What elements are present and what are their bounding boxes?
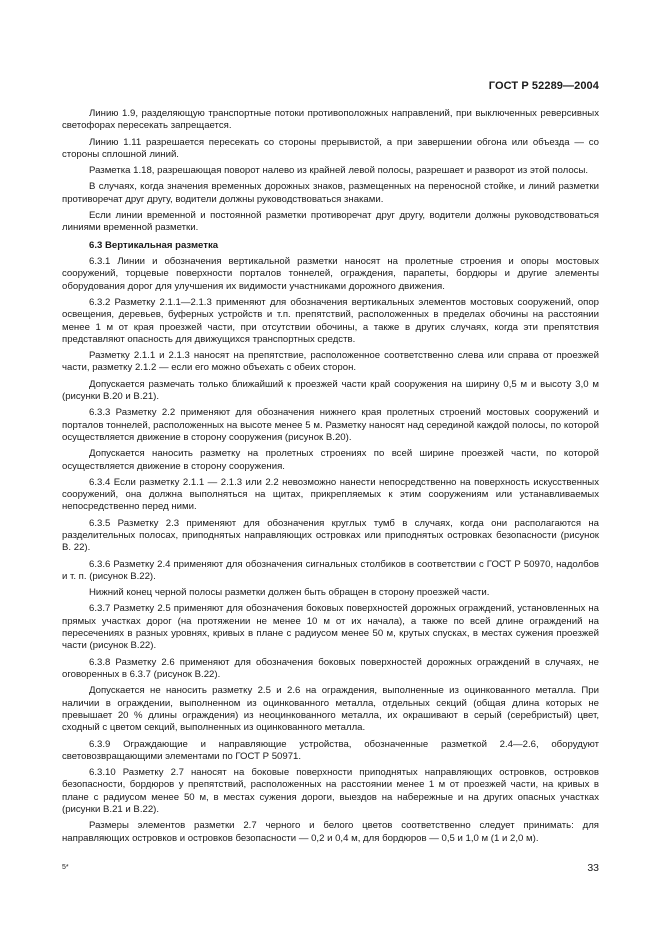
paragraph: Допускается наносить разметку на пролетных строениях по всей ширине проезжей части, по которой осуществляется движение в сторону сооружения.	[62, 448, 599, 472]
paragraph: В случаях, когда значения временных дорожных знаков, размещенных на переносной стойке, и линий разметки противоречат друг другу, водители должны руководствоваться знаками.	[62, 181, 599, 205]
paragraph: Нижний конец черной полосы разметки должен быть обращен в сторону проезжей части.	[89, 587, 490, 599]
paragraph: 6.3.6 Разметку 2.4 применяют для обозначения сигнальных столбиков в соответствии с ГОСТ Р 50970, надолбов и т. п. (рисунок В.22).	[62, 558, 599, 582]
paragraph: 6.3.3 Разметку 2.2 применяют для обозначения нижнего края пролетных строений мостовых сооружений и порталов тоннелей, расположенных на высоте менее 5 м. Разметку наносят над серединой каждой полосы, по которой осуществляется движение в сторону сооружения (рисунок В.20).	[62, 407, 599, 443]
paragraph: Разметку 2.1.1 и 2.1.3 наносят на препятствие, расположенное соответственно слева или справа от проезжей части, разметку 2.1.2 — если его можно объехать с обеих сторон.	[62, 350, 599, 374]
paragraph: 6.3.1 Линии и обозначения вертикальной разметки наносят на пролетные строения и опоры мостовых сооружений, торцевые поверхности порталов тоннелей, ограждения, парапеты, бордюры и другие элементы оборудования дорог для улучшения их видимости участниками дорожного движения.	[62, 255, 599, 292]
paragraph: 6.3.2 Разметку 2.1.1—2.1.3 применяют для обозначения вертикальных элементов мостовых сооружений, опор освещения, деревьев, буферных устройств и т.п. препятствий, расположенных в пределах обочины на расстоянии менее 1 м от края проезжей части, при отсутствии обочины, а также в других случаях, когда эти препятствия представляют опасность для движущихся транспортных средств.	[62, 296, 599, 345]
footer-mark: 5*	[62, 864, 69, 871]
section-heading: 6.3 Вертикальная разметка	[89, 239, 219, 251]
intro-paragraphs	[62, 108, 599, 235]
document-body	[62, 108, 599, 849]
paragraph: 6.3.9 Ограждающие и направляющие устройства, обозначенные разметкой 2.4—2.6, оборудуют световозвращающими элементами по ГОСТ Р 50971.	[62, 738, 599, 762]
paragraph: Размеры элементов разметки 2.7 черного и белого цветов соответственно следует принимать: для направляющих островков и островков безопасности — 0,2 и 0,4 м, для бордюров — 0,5 и 1,0 м (1 и 2,0 м).	[62, 820, 599, 844]
page-number: 33	[587, 862, 599, 874]
paragraph: 6.3.5 Разметку 2.3 применяют для обозначения круглых тумб в случаях, когда они располагаются на разделительных полосах, приподнятых направляющих островках или приподнятых островках безопасности (рисунок В. 22).	[62, 517, 599, 554]
paragraph: Линию 1.11 разрешается пересекать со стороны прерывистой, а при завершении обгона или объезда — со стороны сплошной линий.	[62, 136, 599, 160]
paragraph: 6.3.4 Если разметку 2.1.1 — 2.1.3 или 2.2 невозможно нанести непосредственно на поверхность искусственных сооружений, она должна выполняться на щитах, прикрепляемых к этим сооружениям или устанавливаемых непосредственно перед ними.	[62, 476, 599, 513]
paragraph: Допускается не наносить разметку 2.5 и 2.6 на ограждения, выполненные из оцинкованного металла. При наличии в ограждении, выполненном из оцинкованного металла, отдельных секций (общая длина которых не превышает 20 % длины ограждения) из неоцинкованного металла, их окрашивают в серый (серебристый) цвет, сходный с цветом секций, выполненных из оцинкованного металла.	[62, 685, 599, 734]
paragraph: Разметка 1.18, разрешающая поворот налево из крайней левой полосы, разрешает и разворот из этой полосы.	[89, 165, 589, 177]
paragraph: Линию 1.9, разделяющую транспортные потоки противоположных направлений, при выключенных реверсивных светофорах пересекать запрещается.	[62, 108, 599, 132]
section-paragraphs	[62, 256, 599, 845]
paragraph: Допускается размечать только ближайший к проезжей части край сооружения на ширину 0,5 м и высоту 3,0 м (рисунки В.20 и В.21).	[62, 378, 599, 402]
paragraph: Если линии временной и постоянной разметки противоречат друг другу, водители должны руководствоваться линиями временной разметки.	[62, 209, 599, 234]
paragraph: 6.3.10 Разметку 2.7 наносят на боковые поверхности приподнятых направляющих островков, островков безопасности, бордюров у препятствий, расположенных на расстоянии менее 1 м от проезжей части, на кривых в плане с радиусом менее 50 м, в местах сужения дороги, выездов на набережные и на других опасных участках (рисунки В.21 и В.22).	[62, 767, 599, 816]
standard-header: ГОСТ Р 52289—2004	[488, 80, 599, 92]
paragraph: 6.3.7 Разметку 2.5 применяют для обозначения боковых поверхностей дорожных ограждений, установленных на прямых участках дорог (на протяжении не менее 10 м от их начала), а также по всей длине ограждений на пересечениях в разных уровнях, кривых в плане с радиусом менее 50 м, крутых спусках, в местах сужения проезжей части (рисунок В.22).	[62, 603, 599, 652]
paragraph: 6.3.8 Разметку 2.6 применяют для обозначения боковых поверхностей дорожных ограждений в случаях, не оговоренных в 6.3.7 (рисунок В.22).	[62, 656, 599, 680]
